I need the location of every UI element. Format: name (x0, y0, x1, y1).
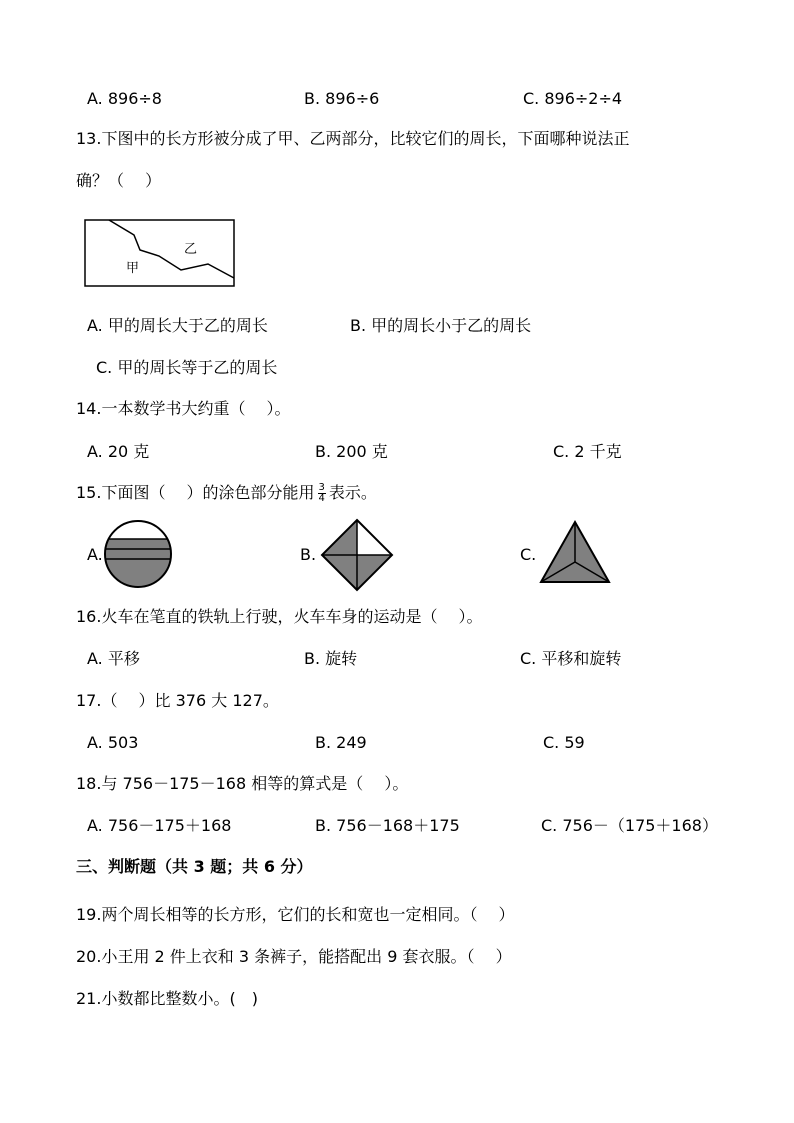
q13-label-jia: 甲 (126, 261, 140, 276)
q15-option-b-label[interactable]: B. (300, 545, 317, 564)
fraction-three-quarters: $\frac{3}{4}$ (318, 482, 325, 504)
q15-stem: 15.下面图（ ）的涂色部分能用 $\frac{3}{4}$ 表示。 (76, 482, 377, 504)
section-title-judgment: 三、判断题（共 3 题；共 6 分） (76, 857, 313, 876)
q15-triangle-figure[interactable] (539, 520, 611, 584)
q17-option-a[interactable]: A. 503 (87, 733, 139, 752)
q13-option-c[interactable]: C. 甲的周长等于乙的周长 (96, 358, 278, 377)
q18-option-a[interactable]: A. 756－175＋168 (87, 816, 232, 835)
q13-option-b[interactable]: B. 甲的周长小于乙的周长 (350, 316, 532, 335)
q12-option-b[interactable]: B. 896÷6 (304, 89, 380, 108)
q15-circle-figure[interactable] (104, 520, 172, 588)
q20-stem: 20.小王用 2 件上衣和 3 条裤子，能搭配出 9 套衣服。（ ） (76, 947, 512, 966)
q16-stem: 16.火车在笔直的铁轨上行驶，火车车身的运动是（ ）。 (76, 607, 483, 626)
q18-option-b[interactable]: B. 756－168＋175 (315, 816, 460, 835)
q13-label-yi: 乙 (184, 242, 198, 257)
q13-stem-cont: 确？（ ） (76, 171, 162, 190)
q14-option-c[interactable]: C. 2 千克 (553, 442, 622, 461)
q16-option-a[interactable]: A. 平移 (87, 649, 140, 668)
q15-option-a-label[interactable]: A. (87, 545, 103, 564)
q14-option-b[interactable]: B. 200 克 (315, 442, 388, 461)
q16-option-c[interactable]: C. 平移和旋转 (520, 649, 622, 668)
q19-stem: 19.两个周长相等的长方形，它们的长和宽也一定相同。（ ） (76, 905, 515, 924)
q14-stem: 14.一本数学书大约重（ ）。 (76, 399, 291, 418)
q17-stem: 17.（ ）比 376 大 127。 (76, 691, 279, 710)
q17-option-b[interactable]: B. 249 (315, 733, 367, 752)
q15-diamond-figure[interactable] (321, 519, 393, 591)
q14-option-a[interactable]: A. 20 克 (87, 442, 150, 461)
q13-rectangle-figure (84, 219, 236, 287)
q17-option-c[interactable]: C. 59 (543, 733, 585, 752)
q12-option-a[interactable]: A. 896÷8 (87, 89, 162, 108)
q12-option-c[interactable]: C. 896÷2÷4 (523, 89, 623, 108)
q21-stem: 21.小数都比整数小。( ) (76, 989, 258, 1008)
q13-stem: 13.下图中的长方形被分成了甲、乙两部分，比较它们的周长，下面哪种说法正 (76, 129, 630, 148)
q18-option-c[interactable]: C. 756－（175＋168） (541, 816, 718, 835)
q18-stem: 18.与 756－175－168 相等的算式是（ ）。 (76, 774, 409, 793)
q13-option-a[interactable]: A. 甲的周长大于乙的周长 (87, 316, 268, 335)
q16-option-b[interactable]: B. 旋转 (304, 649, 358, 668)
q15-option-c-label[interactable]: C. (520, 545, 537, 564)
